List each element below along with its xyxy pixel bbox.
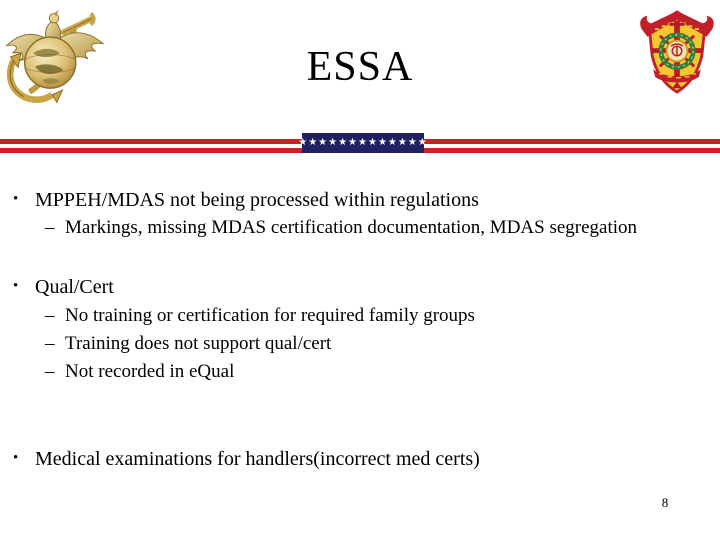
subbullet-text: Training does not support qual/cert: [65, 333, 332, 354]
dash-marker: –: [45, 361, 55, 382]
subbullet-text: Not recorded in eQual: [65, 361, 235, 382]
divider-stars: ★★★★★★★★★★★★★: [298, 137, 428, 148]
bullet-line-medical: [0, 448, 714, 471]
bullet-marker: •: [13, 450, 19, 466]
subbullet-line-no-training: [0, 305, 714, 327]
dash-marker: –: [45, 217, 55, 238]
page-number: 8: [661, 495, 669, 510]
subbullet-text: No training or certification for required family groups: [65, 305, 475, 326]
subbullet-line-markings: [0, 217, 714, 239]
subbullet-text: Markings, missing MDAS certification documentation, MDAS segregation: [65, 217, 638, 238]
divider-star-band: [298, 133, 428, 153]
dash-marker: –: [45, 333, 55, 354]
bullet-text: Medical examinations for handlers(incorrect med certs): [35, 448, 480, 470]
bullet-line-qualcert: [0, 276, 714, 299]
bullet-marker: •: [13, 191, 19, 207]
subbullet-line-equal: [0, 361, 714, 383]
subbullet-line-training-support: [0, 333, 714, 355]
bullet-marker: •: [13, 278, 19, 294]
bullet-line-mppeh: [0, 189, 714, 212]
slide-title: ESSA: [306, 44, 414, 90]
bullet-text: MPPEH/MDAS not being processed within regulations: [35, 189, 479, 211]
bullet-text: Qual/Cert: [35, 276, 114, 298]
dash-marker: –: [45, 305, 55, 326]
